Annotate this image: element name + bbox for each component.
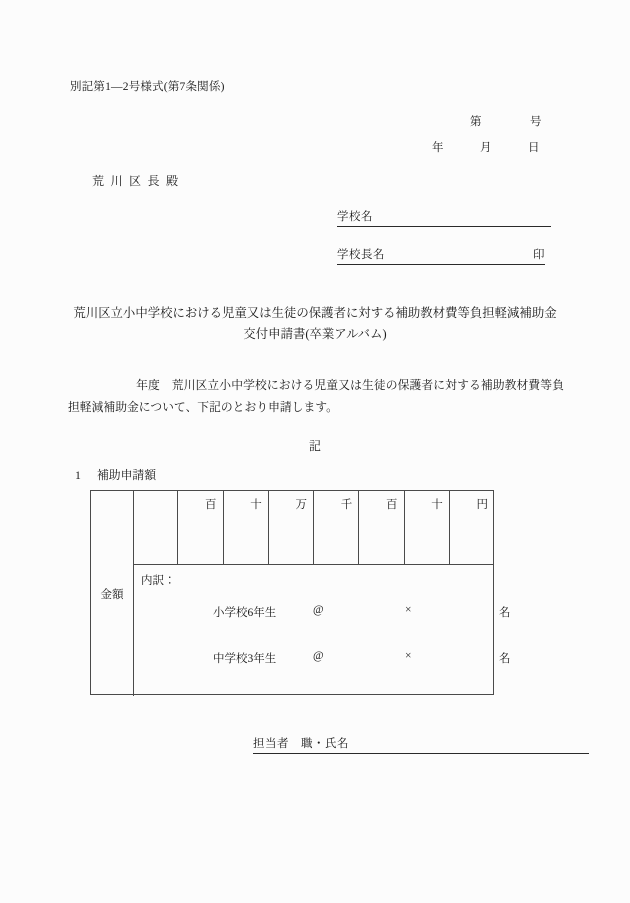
title-line-2: 交付申請書(卒業アルバム) (243, 327, 387, 341)
title-line-1: 荒川区立小中学校における児童又は生徒の保護者に対する補助教材費等負担軽減補助金 (73, 306, 557, 320)
denomination-cell[interactable] (269, 491, 314, 564)
at-symbol: @ (313, 604, 324, 616)
denomination-grid (133, 491, 494, 564)
body-paragraph (68, 375, 564, 418)
denomination-cell[interactable] (224, 491, 269, 564)
breakdown-grade: 小学校6年生 (213, 607, 277, 619)
denomination-mark: 千 (340, 499, 353, 511)
ki-marker: 記 (308, 439, 321, 453)
school-name-field[interactable] (337, 208, 551, 227)
person-in-charge-field[interactable] (253, 735, 589, 754)
addressee: 荒川区長殿 (92, 174, 185, 188)
denomination-cell[interactable] (178, 491, 223, 564)
times-symbol: × (405, 650, 412, 662)
breakdown-unit: 名 (499, 653, 511, 665)
section-heading (75, 470, 156, 482)
document-date-field: 年 月 日 (432, 142, 540, 154)
principal-name-field[interactable] (337, 246, 545, 265)
at-symbol: @ (313, 650, 324, 662)
breakdown-row (133, 604, 511, 622)
denomination-cell[interactable] (359, 491, 404, 564)
breakdown-title: 内訳： (141, 575, 176, 587)
breakdown-area (133, 564, 511, 695)
denomination-mark: 円 (476, 499, 488, 511)
document-title (0, 303, 630, 345)
denomination-mark: 十 (250, 499, 262, 511)
denomination-mark: 百 (386, 499, 398, 511)
body-text: 年度 荒川区立小中学校における児童又は生徒の保護者に対する補助教材費等負担軽減補助金について、下記のとおり申請します。 (68, 378, 564, 414)
breakdown-unit: 名 (499, 607, 511, 619)
school-name-label: 学校名 (337, 208, 373, 227)
denomination-cell[interactable] (405, 491, 450, 564)
denomination-cell[interactable] (450, 491, 494, 564)
seal-mark: 印 (533, 246, 545, 265)
denomination-mark: 十 (431, 499, 443, 511)
school-name-input[interactable] (373, 223, 551, 227)
denomination-cell[interactable] (133, 491, 178, 564)
amount-label-cell (91, 491, 133, 696)
denomination-cell[interactable] (314, 491, 359, 564)
section-title: 補助申請額 (97, 468, 156, 482)
principal-name-label: 学校長名 (337, 246, 385, 265)
denomination-mark: 万 (295, 499, 307, 511)
form-number: 別記第1—2号様式(第7条関係) (70, 81, 225, 93)
amount-table (90, 490, 511, 695)
person-in-charge-input[interactable] (349, 750, 589, 754)
document-number-field: 第 号 (470, 116, 542, 128)
person-in-charge-label: 担当者 職・氏名 (253, 735, 349, 754)
denomination-mark: 百 (205, 499, 217, 511)
times-symbol: × (405, 604, 412, 616)
principal-name-input[interactable] (385, 261, 533, 265)
amount-label-text: 金額 (100, 588, 124, 601)
breakdown-row (133, 650, 511, 668)
section-number: 1 (75, 468, 81, 482)
breakdown-grade: 中学校3年生 (213, 653, 277, 665)
